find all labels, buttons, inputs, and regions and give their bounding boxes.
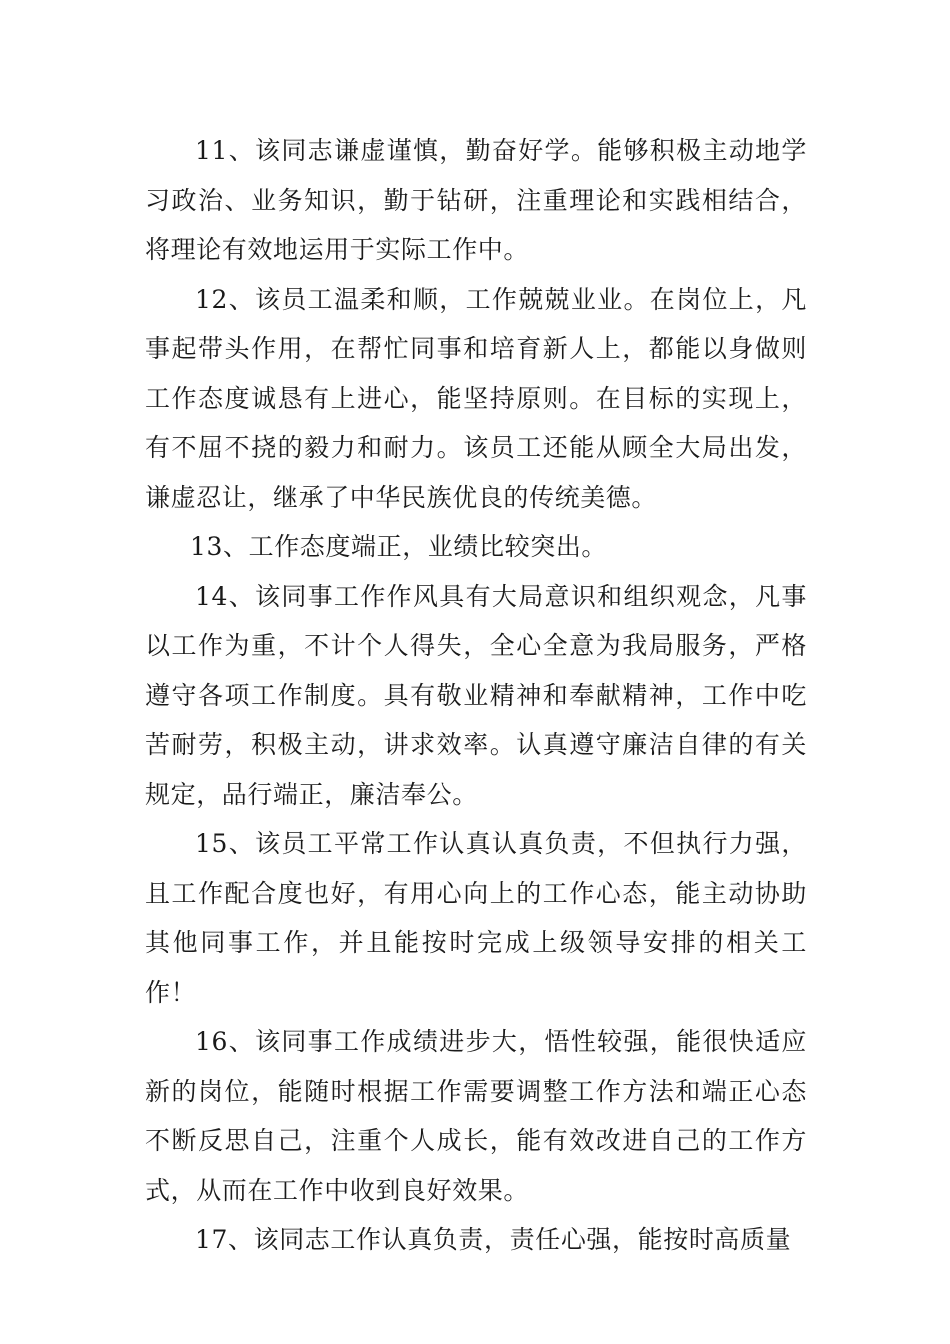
paragraph-16: 16、该同事工作成绩进步大，悟性较强，能很快适应新的岗位，能随时根据工作需要调整工作方法和端正心态不断反思自己，注重个人成长，能有效改进自己的工作方式，从而在工作中收到良好效果。 <box>145 1027 807 1205</box>
paragraph-12: 12、该员工温柔和顺，工作兢兢业业。在岗位上，凡事起带头作用，在帮忙同事和培育新人上，都能以身做则工作态度诚恳有上进心，能坚持原则。在目标的实现上，有不屈不挠的毅力和耐力。该员工还能从顾全大局出发，谦虚忍让，继承了中华民族优良的传统美德。 <box>145 284 807 512</box>
paragraph-14: 14、该同事工作作风具有大局意识和组织观念，凡事以工作为重，不计个人得失，全心全意为我局服务，严格遵守各项工作制度。具有敬业精神和奉献精神，工作中吃苦耐劳，积极主动，讲求效率。认真遵守廉洁自律的有关规定，品行端正，廉洁奉公。 <box>145 581 807 809</box>
paragraph-11: 11、该同志谦虚谨慎，勤奋好学。能够积极主动地学习政治、业务知识，勤于钻研，注重理论和实践相结合，将理论有效地运用于实际工作中。 <box>145 136 807 264</box>
paragraph-15: 15、该员工平常工作认真认真负责，不但执行力强，且工作配合度也好，有用心向上的工作心态，能主动协助其他同事工作，并且能按时完成上级领导安排的相关工作！ <box>145 829 807 1007</box>
document-body <box>145 126 807 1265</box>
paragraph-17: 17、该同志工作认真负责，责任心强，能按时高质量 <box>195 1225 792 1254</box>
paragraph-13: 13、工作态度端正，业绩比较突出。 <box>190 532 608 561</box>
